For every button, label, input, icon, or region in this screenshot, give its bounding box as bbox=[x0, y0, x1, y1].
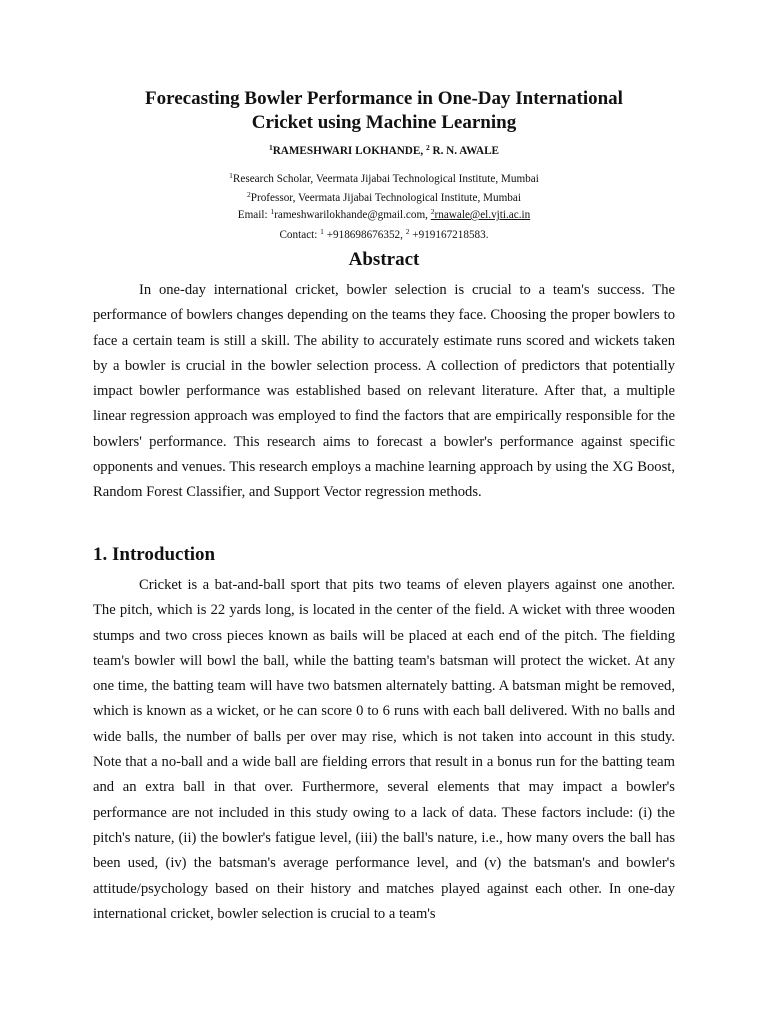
email-label: Email: bbox=[237, 209, 271, 221]
abstract-paragraph: In one-day international cricket, bowler selection is crucial to a team's success. The performance of bowlers changes depending on the teams they face. Choosing the proper bowlers to face a certain team is still a skill. The ability to accurately estimate runs scored and wickets taken by a bowler is crucial in the bowler selection process. A collection of predictors that potentially impact bowler performance was established based on relevant literature. After that, a multiple linear regression approach was employed to find the factors that are empirically responsible for the bowlers' performance. This research aims to forecast a bowler's performance against specific opponents and venues. This research employs a machine learning approach by using the XG Boost, Random Forest Classifier, and Support Vector regression methods. bbox=[93, 282, 675, 501]
author-1-marker: 1 bbox=[268, 143, 273, 152]
affiliation-1-text: Research Scholar, Veermata Jijabai Technological Institute, Mumbai bbox=[232, 173, 539, 185]
author-list bbox=[0, 144, 768, 158]
email-1-marker: 1 bbox=[270, 207, 275, 216]
introduction-heading: 1. Introduction bbox=[93, 544, 216, 565]
abstract-heading: Abstract bbox=[348, 249, 420, 270]
title-line-2: Cricket using Machine Learning bbox=[251, 112, 517, 133]
email-2-address: rnawale@el.vjti.ac.in bbox=[434, 209, 531, 221]
introduction-paragraph: Cricket is a bat-and-ball sport that pits two teams of eleven players against one another. The pitch, which is 22 yards long, is located in the center of the field. A wicket with three wooden stumps and two cross pieces known as bails will be placed at each end of the pitch. The fielding team's bowler will bowl the ball, while the batting team's batsman will protect the wicket. At any one time, the batting team will have two batsmen alternately batting. A batsman might be removed, which is known as a wicket, or he can score 0 to 6 runs with each ball delivered. With no balls and wide balls, the number of balls per over may rise, which is not taken into account in this study. Note that a no-ball and a wide ball are fielding errors that result in a bonus run for the batting team and an extra ball in that over. Furthermore, several elements that may impact a bowler's performance are not included in this study owing to a lack of data. These factors include: (i) the pitch's nature, (ii) the bowler's fatigue level, (iii) the ball's nature, i.e., how many overs the ball has been used, (iv) the batsman's average performance level, and (v) the batsman's and bowler's attitude/psychology based on their history and matches played against each other. In one-day international cricket, bowler selection is crucial to a team's bbox=[93, 577, 675, 922]
contact-2-marker: 2 bbox=[405, 227, 410, 236]
email-2-marker: 2 bbox=[430, 207, 435, 216]
contact-line bbox=[0, 228, 768, 242]
email-1-link[interactable]: rameshwarilokhande@gmail.com bbox=[274, 209, 426, 221]
affiliation-2-marker: 2 bbox=[247, 190, 251, 199]
contact-phone-2: +919167218583. bbox=[409, 229, 489, 241]
contact-1-marker: 1 bbox=[320, 227, 324, 236]
contact-phone-1: +918698676352, bbox=[323, 229, 406, 241]
author-1-name: RAMESHWARI LOKHANDE, bbox=[272, 145, 426, 157]
affiliation-2-text: Professor, Veermata Jijabai Technological Institute, Mumbai bbox=[250, 192, 521, 204]
email-2-link[interactable] bbox=[431, 209, 530, 221]
affiliation-2 bbox=[0, 191, 768, 205]
author-2-name: R. N. AWALE bbox=[429, 145, 500, 157]
author-2-marker: 2 bbox=[425, 143, 430, 152]
affiliation-1-marker: 1 bbox=[229, 171, 233, 180]
title-line-1: Forecasting Bowler Performance in One-Day International bbox=[145, 88, 623, 109]
contact-label: Contact: bbox=[279, 229, 321, 241]
email-separator: , bbox=[425, 209, 431, 221]
affiliation-1 bbox=[0, 172, 768, 186]
paper-title bbox=[60, 87, 708, 135]
email-line bbox=[0, 208, 768, 222]
